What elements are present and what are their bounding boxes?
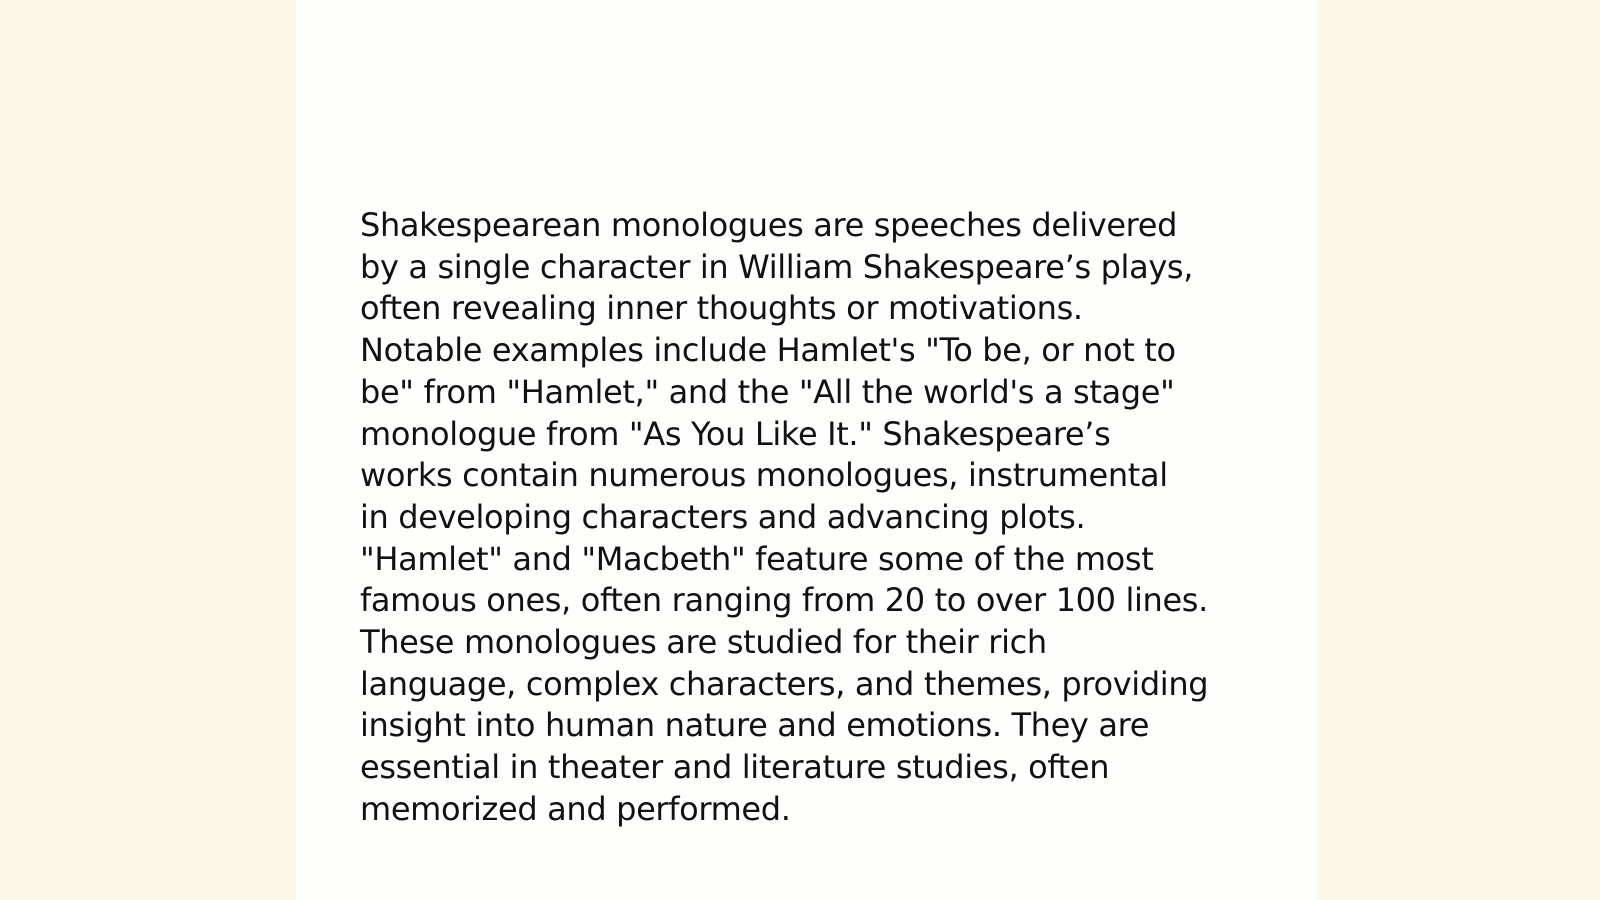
document-paragraph: Shakespearean monologues are speeches delivered by a single character in William Shakespeare’s plays, often revealing inner thoughts or motivations. Notable examples include Hamlet's "To be, or not to be" from "Hamlet," and the "All the world's a stage" monologue from "As You Like It." Shakespeare’s works contain numerous monologues, instrumental in developing characters and advancing plots. "Hamlet" and "Macbeth" feature some of the most famous ones, often ranging from 20 to over 100 lines. These monologues are studied for their rich language, complex characters, and themes, providing insight into human nature and emotions. They are essential in theater and literature studies, often memorized and performed.	[360, 206, 1209, 828]
document-page	[296, 0, 1318, 900]
